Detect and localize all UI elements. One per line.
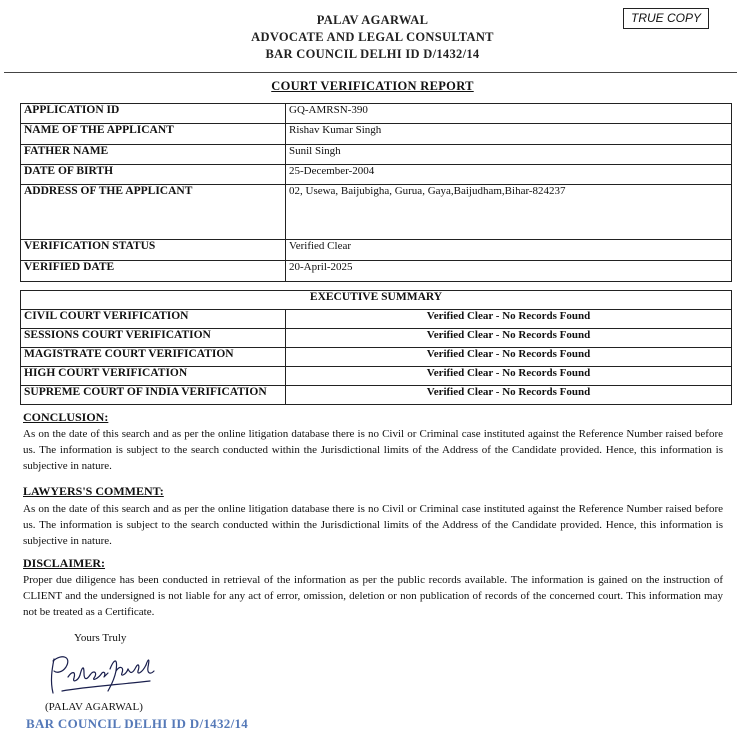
summary-row-label: SESSIONS COURT VERIFICATION [21,329,286,348]
applicant-name-value: Rishav Kumar Singh [286,124,732,145]
handwritten-signature [44,651,156,697]
disclaimer-heading: DISCLAIMER: [23,556,106,570]
bar-council-id: BAR COUNCIL DELHI ID D/1432/14 [265,47,480,61]
verification-status-label: VERIFICATION STATUS [21,240,286,261]
signatory-name: (PALAV AGARWAL) [45,701,143,713]
verification-status-value: Verified Clear [286,240,732,261]
executive-summary-title: EXECUTIVE SUMMARY [21,291,732,310]
father-name-label: FATHER NAME [21,145,286,165]
table-row [21,185,732,240]
table-row [21,367,732,386]
summary-row-value: Verified Clear - No Records Found [286,367,732,386]
address-label: ADDRESS OF THE APPLICANT [21,185,286,240]
summary-row-value: Verified Clear - No Records Found [286,348,732,367]
table-row [21,310,732,329]
conclusion-heading: CONCLUSION: [23,410,109,424]
conclusion-text: As on the date of this search and as per the online litigation database there is no Civil or Criminal case instituted against the Reference Number raised before us. The information is subject to the search conducted within the Jurisdictional limits of the Address of the Candidate provided. Hence, this information is subjective in nature. [23,428,723,472]
summary-row-value: Verified Clear - No Records Found [286,386,732,405]
table-row [21,104,732,124]
executive-summary-table [20,290,732,405]
dob-label: DATE OF BIRTH [21,165,286,185]
dob-value: 25-December-2004 [286,165,732,185]
application-id-value: GQ-AMRSN-390 [286,104,732,124]
closing-salutation: Yours Truly [74,632,127,644]
summary-row-label: SUPREME COURT OF INDIA VERIFICATION [21,386,286,405]
report-title: COURT VERIFICATION REPORT [271,79,474,93]
applicant-name-label: NAME OF THE APPLICANT [21,124,286,145]
true-copy-stamp: TRUE COPY [623,8,709,29]
table-row [21,240,732,261]
applicant-info-table [20,103,732,282]
disclaimer-text: Proper due diligence has been conducted in retrieval of the information as per the public records available. The information is gained on the instruction of CLIENT and the undersigned is not liable for any act of error, omission, deletion or non publication of records of the concerned court. This information may not be treated as a Certificate. [23,574,723,618]
table-row [21,291,732,310]
lawyers-comment-text: As on the date of this search and as per the online litigation database there is no Civil or Criminal case instituted against the Reference Number raised before us. The information is subject to the search conducted within the Jurisdictional limits of the Address of the Candidate provided. Hence, this information is subjective in nature. [23,503,723,547]
table-row [21,145,732,165]
father-name-value: Sunil Singh [286,145,732,165]
table-row [21,329,732,348]
application-id-label: APPLICATION ID [21,104,286,124]
summary-row-label: HIGH COURT VERIFICATION [21,367,286,386]
summary-row-value: Verified Clear - No Records Found [286,329,732,348]
advocate-name: PALAV AGARWAL [316,13,429,27]
lawyers-comment-heading: LAWYERS'S COMMENT: [23,484,164,498]
table-row [21,124,732,145]
summary-row-label: MAGISTRATE COURT VERIFICATION [21,348,286,367]
table-row [21,165,732,185]
table-row [21,386,732,405]
address-value: 02, Usewa, Baijubigha, Gurua, Gaya,Baijudham,Bihar-824237 [286,185,732,240]
header-divider [4,72,737,73]
summary-row-value: Verified Clear - No Records Found [286,310,732,329]
verified-date-label: VERIFIED DATE [21,261,286,282]
advocate-role: ADVOCATE AND LEGAL CONSULTANT [251,30,494,44]
summary-row-label: CIVIL COURT VERIFICATION [21,310,286,329]
signatory-bar-id: BAR COUNCIL DELHI ID D/1432/14 [26,716,249,731]
table-row [21,261,732,282]
verified-date-value: 20-April-2025 [286,261,732,282]
table-row [21,348,732,367]
